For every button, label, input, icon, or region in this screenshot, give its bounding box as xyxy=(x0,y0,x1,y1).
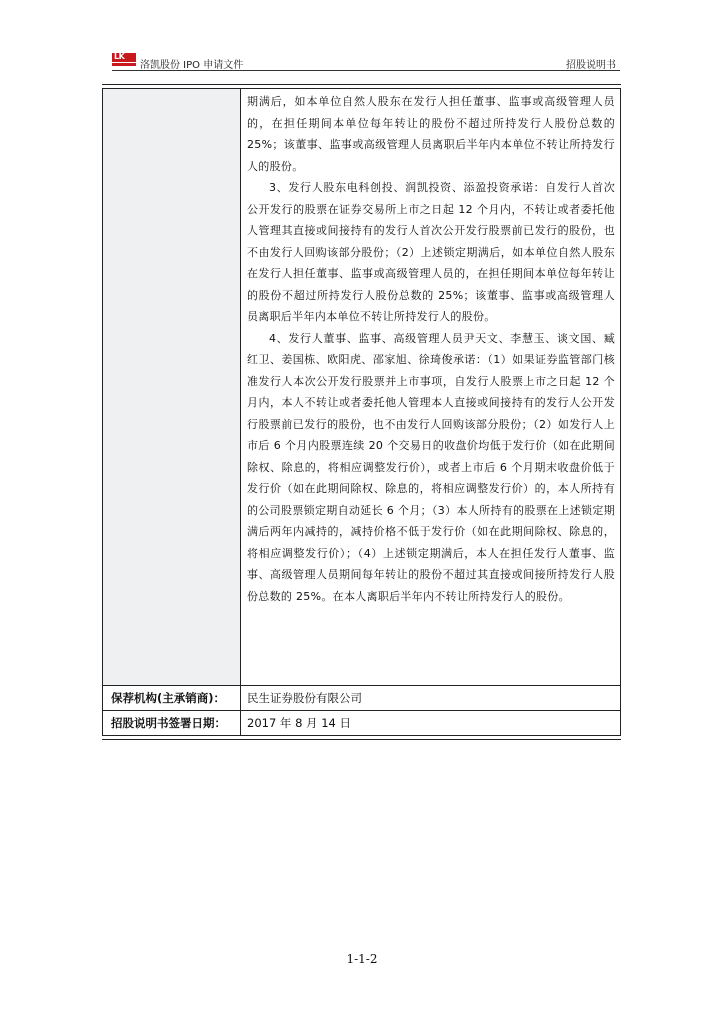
sponsor-label: 保荐机构(主承销商)： xyxy=(111,691,226,705)
company-logo xyxy=(112,53,136,67)
logo-lettering: LK xyxy=(114,52,125,61)
label-cell-empty xyxy=(103,89,240,685)
table-top-rule xyxy=(102,84,621,85)
header-divider xyxy=(112,70,620,71)
column-divider xyxy=(240,89,241,735)
row-divider xyxy=(103,710,620,711)
sponsor-value: 民生证券股份有限公司 xyxy=(247,691,362,705)
signing-date-value: 2017 年 8 月 14 日 xyxy=(247,716,351,730)
paragraph: 4、发行人董事、监事、高级管理人员尹天文、李慧玉、谈文国、臧红卫、姜国栋、欧阳虎、邵家旭、徐琦俊承诺：（1）如果证券监管部门核准发行人本次公开发行股票并上市事项，自发行人股票上市之日起 12 个月内，本人不转让或者委托他人管理本人直接或间接持有的发行人公开发行股票前已发行的股份，也不由发行人回购该部分股份；（2）如发行人上市后 6 个月内股票连续 20 个交易日的收盘价均低于发行价（如在此期间除权、除息的，将相应调整发行价），或者上市后 6 个月期末收盘价低于发行价（如在此期间除权、除息的，将相应调整发行价）的，本人所持有的公司股票锁定期自动延长 6 个月；（3）本人所持有的股票在上述锁定期满后两年内减持的，减持价格不低于发行价（如在此期间除权、除息的，将相应调整发行价）；（4）上述锁定期满后，本人在担任发行人董事、监事、高级管理人员期间每年转让的股份不超过其直接或间接所持发行人股份总数的 25%。在本人离职后半年内不转让所持发行人的股份。 xyxy=(247,331,615,603)
paragraph: 3、发行人股东电科创投、润凯投资、添盈投资承诺：自发行人首次公开发行的股票在证券交易所上市之日起 12 个月内，不转让或者委托他人管理其直接或间接持有的发行人首次公开发行股票前已发行的股份，也不由发行人回购该部分股份；（2）上述锁定期满后，如本单位自然人股东在发行人担任董事、监事或高级管理人员的，在担任期间本单位每年转让的股份不超过所持发行人股份总数的 25%；该董事、监事或高级管理人员离职后半年内本单位不转让所持发行人的股份。 xyxy=(247,181,615,323)
row-divider xyxy=(103,685,620,686)
header-document-type: 招股说明书 xyxy=(566,60,616,71)
header-company-title: 洛凯股份 IPO 申请文件 xyxy=(140,60,244,71)
signing-date-label: 招股说明书签署日期： xyxy=(111,716,226,730)
table-bottom-rule xyxy=(102,739,621,740)
info-table xyxy=(102,88,621,736)
paragraph: 期满后，如本单位自然人股东在发行人担任董事、监事或高级管理人员的，在担任期间本单位每年转让的股份不超过所持发行人股份总数的 25%；该董事、监事或高级管理人员离职后半年内本单位不转让所持发行人的股份。 xyxy=(247,95,615,173)
page-number: 1-1-2 xyxy=(346,952,378,966)
lockup-commitment-text xyxy=(247,91,615,607)
page-header xyxy=(112,50,620,72)
